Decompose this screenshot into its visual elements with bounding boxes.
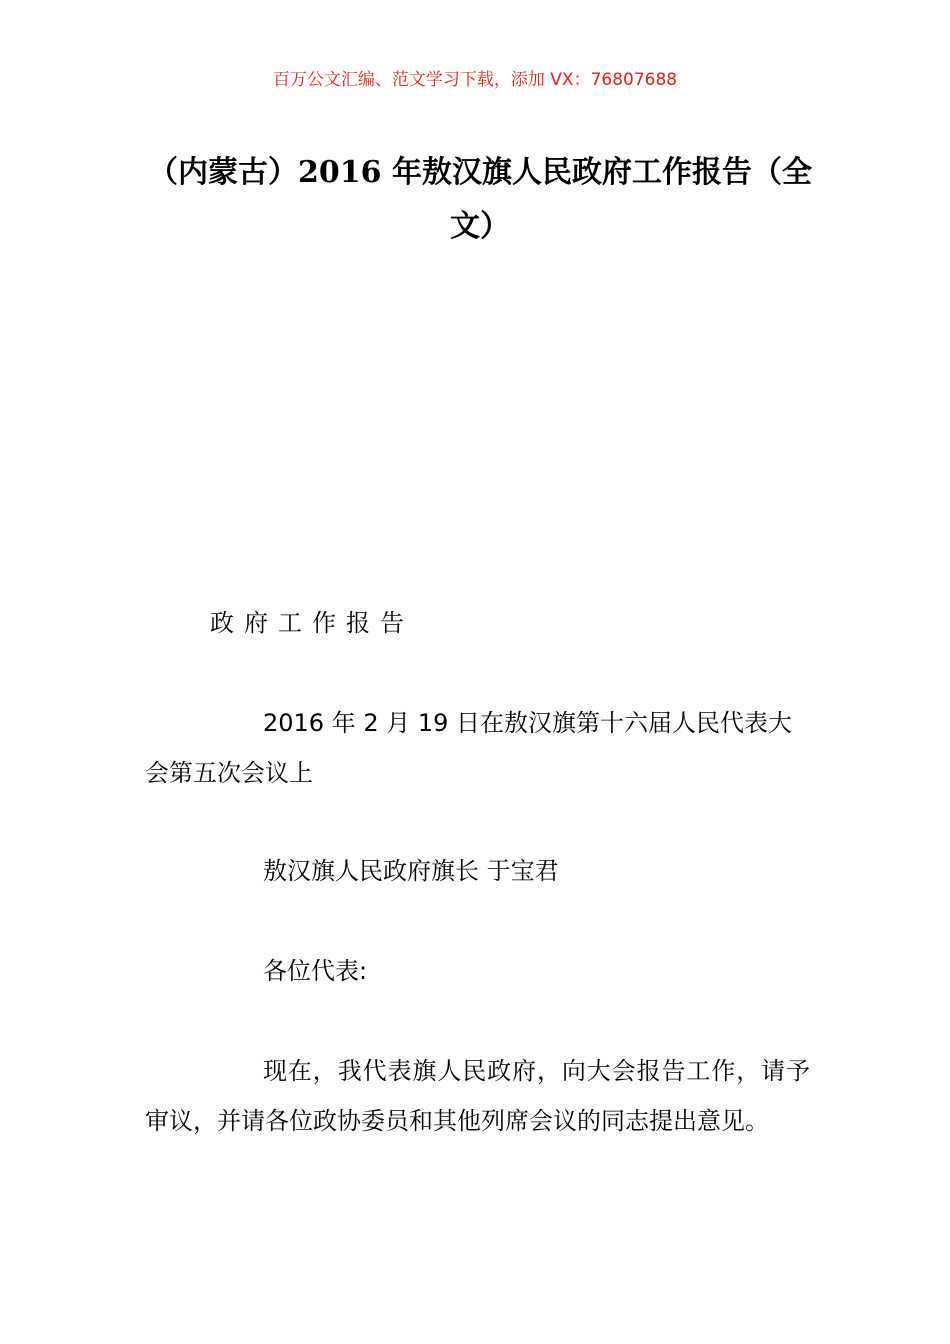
- report-subheading: 政府工作报告: [210, 609, 414, 637]
- speaker-line: 敖汉旗人民政府旗长 于宝君: [263, 857, 559, 885]
- document-title: （内蒙古）2016 年敖汉旗人民政府工作报告（全文）: [148, 155, 812, 244]
- greeting: 各位代表:: [263, 957, 368, 985]
- body-paragraph: 现在，我代表旗人民政府，向大会报告工作，请予审议，并请各位政协委员和其他列席会议的同志提出意见。: [145, 1057, 810, 1135]
- watermark-header: 百万公文汇编、范文学习下载，添加 VX：76807688: [272, 70, 678, 90]
- meeting-line: 2016 年 2 月 19 日在敖汉旗第十六届人民代表大会第五次会议上: [145, 709, 793, 787]
